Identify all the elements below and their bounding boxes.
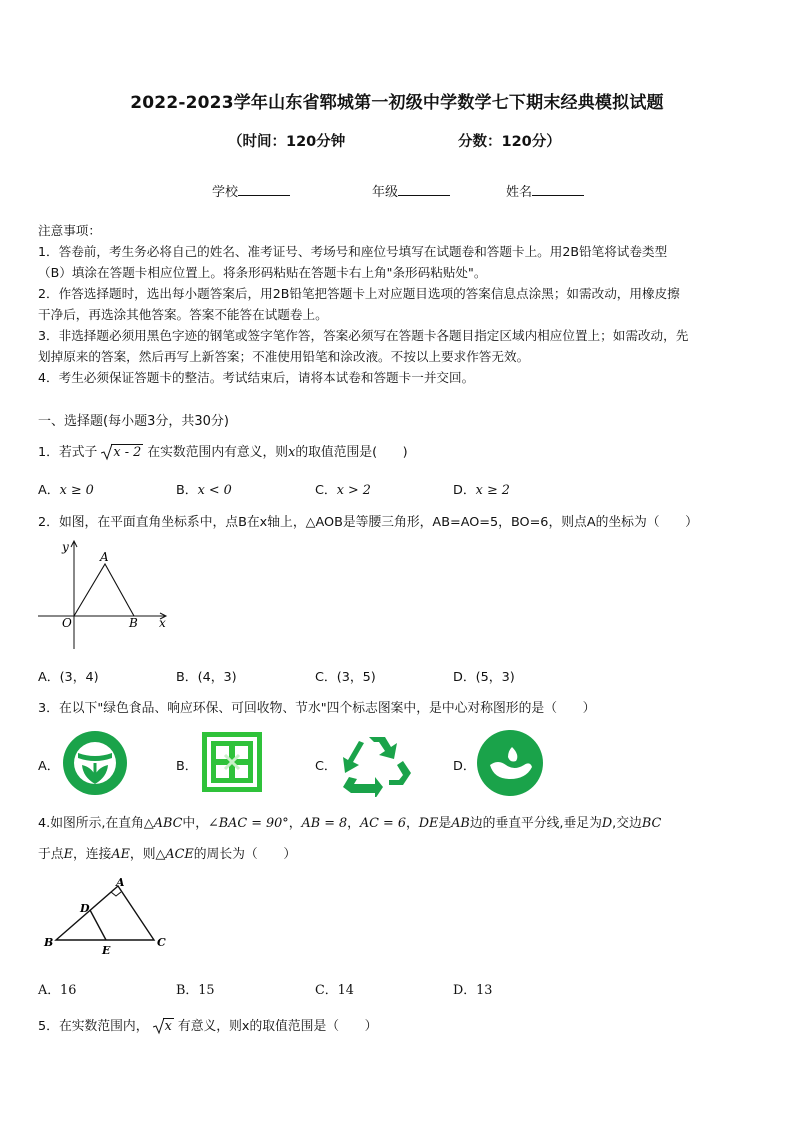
section-heading: 一、选择题(每小题3分，共30分)	[38, 414, 229, 429]
option-letter: B．	[176, 670, 198, 685]
name-field	[506, 181, 584, 200]
option-letter: B．	[176, 983, 199, 998]
q5-pre: 5．在实数范围内，	[38, 1019, 149, 1034]
radical-sign-icon	[153, 1017, 165, 1035]
y-axis-label: y	[62, 540, 69, 554]
q4-math: E	[63, 847, 73, 862]
q3-option-a[interactable]	[38, 755, 60, 774]
school-label: 学校	[212, 185, 239, 200]
q3-option-d[interactable]	[453, 755, 476, 774]
q1-post1: 在实数范围内有意义，则	[147, 445, 289, 460]
q4-option-d[interactable]	[453, 979, 492, 998]
q4-math: DE	[418, 816, 439, 831]
q4-text: 边的垂直平分线,垂足为	[469, 816, 602, 831]
name-blank	[532, 183, 584, 196]
q4-option-b[interactable]	[176, 979, 215, 998]
option-letter: D．	[453, 759, 476, 774]
grade-field	[372, 181, 450, 200]
exam-score: 分数：120分）	[458, 134, 561, 150]
option-text: 16	[60, 983, 77, 998]
q4-math: AB	[451, 816, 470, 831]
point-a-label: A	[116, 876, 125, 889]
q1-option-b[interactable]	[176, 479, 232, 498]
school-blank	[238, 183, 290, 196]
option-letter: B．	[176, 483, 198, 498]
point-b-label: B	[129, 616, 138, 630]
q2-option-a[interactable]	[38, 666, 99, 685]
q1-option-d[interactable]	[453, 479, 510, 498]
notice-heading: 注意事项：	[38, 223, 101, 238]
point-c-label: C	[157, 936, 166, 949]
exam-time: （时间：120分钟	[228, 134, 346, 150]
q4-math: AB = 8	[301, 816, 348, 831]
sqrt-expression	[101, 445, 143, 460]
q4-text: ，连接	[72, 847, 112, 862]
option-letter: D．	[453, 483, 476, 498]
q1-radicand: x - 2	[113, 445, 142, 460]
notice-line: 1．答卷前，考生务必将自己的姓名、准考证号、考场号和座位号填写在试题卷和答题卡上。用2B铅笔将试卷类型	[38, 244, 668, 259]
q4-math: △ABC	[143, 816, 183, 831]
q4-text: 的周长为（ ）	[193, 847, 297, 862]
point-b-label: B	[44, 936, 54, 949]
q4-math: D	[601, 816, 613, 831]
point-e-label: E	[102, 944, 111, 957]
name-label: 姓名	[506, 185, 533, 200]
option-text: (5，3)	[475, 670, 515, 685]
notice-line: 4．考生必须保证答题卡的整洁。考试结束后，请将本试卷和答题卡一并交回。	[38, 370, 475, 385]
q1-option-c[interactable]	[315, 479, 371, 498]
q4-math: AE	[111, 847, 130, 862]
q1-post2: 的取值范围是( )	[295, 445, 408, 460]
question-2-stem: 2．如图，在平面直角坐标系中，点B在x轴上，△AOB是等腰三角形，AB=AO=5，BO=6，则点A的坐标为（ ）	[38, 515, 698, 530]
q1-pre: 1．若式子	[38, 445, 98, 460]
option-text: (3，5)	[336, 670, 376, 685]
q4-math: ∠BAC = 90°	[207, 816, 289, 831]
page-title: 2022-2023学年山东省郓城第一初级中学数学七下期末经典模拟试题	[130, 93, 664, 113]
option-letter: D．	[453, 983, 477, 998]
notice-line: （B）填涂在答题卡相应位置上。将条形码粘贴在答题卡右上角"条形码粘贴处"。	[38, 265, 487, 280]
q1-var: x	[288, 445, 296, 460]
environment-logo-icon	[201, 731, 263, 793]
option-text: 14	[337, 983, 354, 998]
notice-line: 2．作答选择题时，选出每小题答案后，用2B铅笔把答题卡上对应题目选项的答案信息点涂黑；如需改动，用橡皮擦	[38, 286, 680, 301]
q3-option-c[interactable]	[315, 755, 337, 774]
question-5	[38, 1015, 377, 1034]
q4-option-a[interactable]	[38, 979, 76, 998]
q4-text: 中，	[182, 816, 208, 831]
option-letter: C．	[315, 483, 337, 498]
point-d-label: D	[80, 902, 90, 915]
option-text: (4，3)	[197, 670, 237, 685]
option-text: x > 2	[336, 483, 371, 498]
green-food-logo-icon	[61, 729, 129, 797]
option-text: 13	[476, 983, 493, 998]
option-letter: A．	[38, 759, 60, 774]
x-axis-label: x	[159, 616, 166, 630]
q4-text: ，	[288, 816, 302, 831]
q1-option-a[interactable]	[38, 479, 94, 498]
coordinate-figure	[36, 536, 174, 652]
option-letter: A．	[38, 670, 60, 685]
notice-line: 划掉原来的答案，然后再写上新答案；不准使用铅笔和涂改液。不按以上要求作答无效。	[38, 349, 530, 364]
q4-math: AC = 6	[359, 816, 406, 831]
question-1	[38, 441, 408, 460]
option-letter: B．	[176, 759, 198, 774]
option-text: x ≥ 0	[59, 483, 94, 498]
q4-math: △ACE	[155, 847, 194, 862]
option-letter: A．	[38, 983, 61, 998]
q2-option-c[interactable]	[315, 666, 376, 685]
q2-option-b[interactable]	[176, 666, 237, 685]
q2-option-d[interactable]	[453, 666, 515, 685]
option-letter: D．	[453, 670, 476, 685]
grade-blank	[398, 183, 450, 196]
q4-text: 4.如图所示,在直角	[38, 816, 144, 831]
origin-label: O	[62, 616, 72, 630]
q3-option-b[interactable]	[176, 755, 198, 774]
q4-text: ，	[405, 816, 419, 831]
option-text: (3，4)	[59, 670, 99, 685]
option-text: x < 0	[197, 483, 232, 498]
option-letter: C．	[315, 670, 337, 685]
option-text: 15	[198, 983, 215, 998]
question-4-line2	[38, 843, 296, 862]
q4-text: 是	[438, 816, 452, 831]
water-saving-logo-icon	[476, 729, 544, 797]
q4-text: 于点	[38, 847, 64, 862]
q4-text: ，	[347, 816, 360, 831]
notice-line: 干净后，再选涂其他答案。答案不能答在试题卷上。	[38, 307, 328, 322]
recycle-logo-icon	[339, 729, 415, 797]
q4-text: ，则	[129, 847, 156, 862]
option-text: x ≥ 2	[475, 483, 510, 498]
right-triangle-figure	[40, 876, 172, 960]
q5-radicand: x	[164, 1019, 172, 1034]
q4-math: BC	[641, 816, 662, 831]
radical-sign-icon	[101, 443, 113, 461]
question-3-stem: 3．在以下"绿色食品、响应环保、可回收物、节水"四个标志图案中，是中心对称图形的是（ ）	[38, 701, 596, 716]
option-letter: C．	[315, 983, 338, 998]
option-letter: A．	[38, 483, 60, 498]
grade-label: 年级	[372, 185, 399, 200]
option-letter: C．	[315, 759, 337, 774]
question-4-line1	[38, 812, 661, 831]
school-field	[212, 181, 290, 200]
notice-line: 3．非选择题必须用黑色字迹的钢笔或签字笔作答，答案必须写在答题卡各题目指定区域内相应位置上；如需改动，先	[38, 328, 689, 343]
sqrt-expression	[153, 1019, 174, 1034]
q4-option-c[interactable]	[315, 979, 354, 998]
q4-text: ,交边	[612, 816, 642, 831]
q5-post: 有意义，则x的取值范围是（ ）	[177, 1019, 378, 1034]
point-a-label: A	[100, 550, 109, 564]
